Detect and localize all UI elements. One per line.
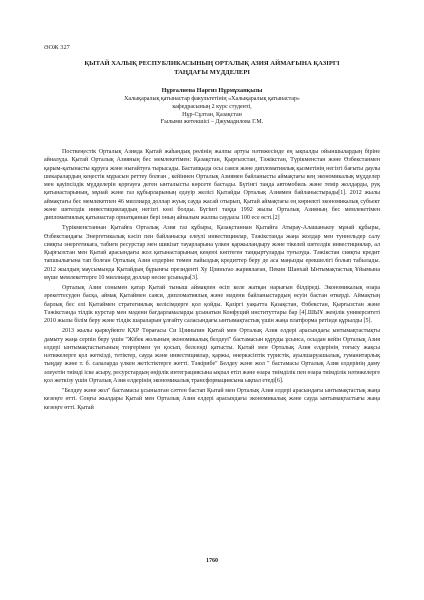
body-paragraph: Орталық Азия сонымен қатар Қытай тыныш аймақпен өсіп келе жатқан нарығын білдіреді. Экономикалық өзара әрекеттесуден басқа, аймақ Қытаймен саяси, дипломатиялық және мәдени байланыстардың өсуін бастан өткерді. Аймақтың барлық бес елі Қытаймен стратегиялық келісімдерге қол қойды. Қазіргі уақытта Қазақстан, Өзбекстан, Қырғызстан және Тәжікстанда тілдік курстар мен мәдени бағдарламаларды ұсынатын Конфуций институттары бар [4].ШЫҰ жеңілік университеті 2010 жылы білім беру және тілдік шараларын ұлғайту саласындағы ынтымақтастық үшін жаңа платформа ретінде құрылды [5]. — [44, 285, 380, 324]
page-number: 1760 — [206, 558, 218, 564]
affiliation-line: Ғылыми жетекшісі – Джумадилова Г.М. — [160, 119, 264, 126]
affiliation-line: Нұр-Сұлтан, Қазақстан — [182, 111, 242, 118]
body-paragraph: Түрікменстаннан Қытайға Орталық Азия газ құбыры, Қазақстаннан Қытайға Атырау-Алашанькоу мұнай құбыры, Өзбекстандағы Энергетикалық кәсіп пен байланысқа елеулі инвестициялар, Тәжікстанда жаңа жолдар мен туннельдер салу сияқты энергетикаға, табиғи ресурстар мен шикізат тауарларына үлкен қаржыландыру және тікелей шетелдік инвестициялар, ал Қырғызстан мен Қытай арасындағы жол қатынастарының кеңеюі көптеген таңқыртуларды туғызуда. Тәжікстан сияқты кредит тапшылығына тап болған Орталық Азия елдеріне төмен пайыздық кредиттер беру де аса маңызды ерекшелігі болып табылады. 2012 жылдың маусымында Қытайдың бұрынғы президенті Ху Цзиньтао жариялаған, Пекин Шанхай Ынтымақтастық Ұйымына мүше мемлекеттерге 10 миллиард доллар несие ұсынады[3]. — [44, 225, 380, 281]
article-title — [44, 60, 380, 77]
author-affiliation — [44, 96, 380, 127]
author-name: Нұрғалиева Наргиз Нұрмұханқызы — [161, 87, 263, 94]
affiliation-line: Халықаралық қатынастар факультетінің «Халықаралық қатынастар» — [124, 96, 300, 102]
body-paragraph: "Белдеу және жол" бастамасы ұсынылған сәттен бастап Қытай мен Орталық Азия елдері арасындағы ынтымақтастық жаңа кезеңге өтті. Соңғы жылдары Қытай мен Орталық Азия елдері арасындағы экономикалық және сауда ынтымақтастығы жаңа кезеңге өтті. Қытай — [44, 388, 380, 411]
title-line: ҚЫТАЙ ХАЛЫҚ РЕСПУБЛИКАСЫНЫҢ ОРТАЛЫҚ АЗИЯ АЙМАҒЫНА ҚАЗІРГІ — [84, 60, 340, 67]
affiliation-line: кафедрасының 2 курс студенті, — [172, 103, 252, 110]
udc-code: ӘОЖ 327 — [44, 44, 70, 51]
title-line: ТАҢДАҒЫ МҮДДЕЛЕРІ — [174, 68, 250, 76]
article-body — [44, 148, 380, 414]
body-paragraph: 2013 жылы қыркүйекте ҚХР Төрағасы Си Цзиньпин Қытай мен Орталық Азия елдері арасындағы ынтымақтастықты дамыту жаңа серпін беру үшін "Жібек жолының экономикалық белдеуі" бастамасын құруды ұсынса, осыдан кейін Орталық Азия елдері ынтымақтастығының теңгерімен үн қосып, белсенді қатысты. Қытай мен Орталық Азия елдерінің тоғысу жақсы нәтижелерге қол жеткізді, тетіктер, сауда және инвестициялар, қаржы, өнеркәсіптік туристік, ауылшаруашылық, гуманитарлық тыңдау және т. б. салаларда үлкен жетістіктерге жетті. Тәжірибе" Белдеу және жол " бастамасы Орталық Азия елдерінің даму әлеуетін тиімді іске асыру, ресурстардың өңірлік интеграциясына ықпал етіп және өзара тиімділік пен өзара тиімділік нәтижелерге қол жеткізу үшін Орталық Азия елдерінің экономикалық трансформациясына ықпал етеді[6]. — [44, 328, 380, 384]
body-paragraph: Посткеңестік Орталық Азияда Қытай жаһандық рөлінің жалпы артуы нәтижесінде ең ықпалды ойыншылардың біріне айналуда. Қытай Орталық Азияның бес мемлекетімен: Қазақстан, Қырғызстан, Тәжікстан, Түрікменстан және Өзбекстанмен қарым-қатынасты құруға және нығайтуға тырысады. Бастапқыда осы саяси және дипломатиялық қызметінің негізгі бағыты даулы шекаралардың кеңестік мұрасын реттеу болған , кейіннен Орталық Азиямен байланысты аймақтағы кең экономикалық мүдделер мен қауіпсіздік мүдделерін қорғауға деген ынталысты көрсете бастады. Бүгінгі таңда автомобиль және темір жолдарды, руқ қатынастарының, мұнай және газ құбырларының едәуір желісі Қытайды Орталық Азиямен байланыстырады[1]. 2012 жылы аймақтағы бес мемлекетпен 46 миллиард доллар жуық сауда жасай отырып, Қытай аймақтағы ең көрнекті экономикалық субъект және шетелдік инвестициялардың негізгі көзі болды. Бүгінгі таңда 1992 жылы Орталық Азияның бес мемлекетімен дипломатиялық қатынастар орнатқаннан бері оның айналым жалпы саудасы 100 есе өсті.[2] — [44, 149, 380, 221]
